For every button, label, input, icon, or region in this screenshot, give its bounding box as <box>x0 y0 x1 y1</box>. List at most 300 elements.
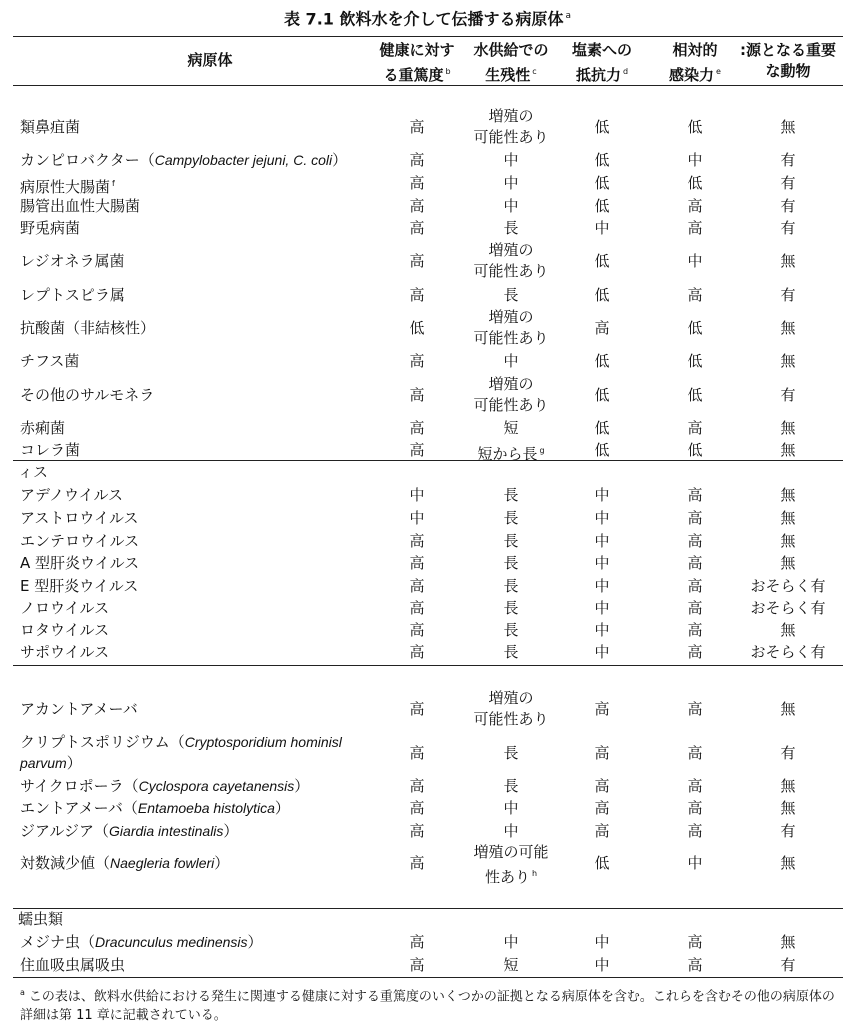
cell-infectivity-line: 高 <box>687 932 703 951</box>
cell-persistence-line: 中 <box>503 798 519 817</box>
cell-infectivity <box>650 598 740 619</box>
cell-resistance <box>562 218 642 239</box>
cell-resistance-line: 低 <box>594 440 610 459</box>
cell-severity <box>372 743 462 764</box>
cell-resistance-line: 中 <box>594 508 610 527</box>
cell-resistance <box>562 642 642 663</box>
cell-resistance <box>562 173 642 194</box>
cell-infectivity-line: 中 <box>687 853 703 872</box>
cell-persistence-line: 可能性あり <box>473 710 549 728</box>
pathogen-scientific-name: Giardia intestinalis <box>109 823 224 839</box>
cell-resistance <box>562 576 642 597</box>
cell-severity-line: 低 <box>409 318 425 337</box>
cell-animal <box>733 285 843 306</box>
cell-resistance-line: 低 <box>594 418 610 437</box>
cell-infectivity-line: 高 <box>687 798 703 817</box>
cell-severity <box>372 318 462 339</box>
column-header-resistance <box>562 40 642 86</box>
cell-resistance-line: 中 <box>594 955 610 974</box>
cell-resistance <box>562 743 642 764</box>
header-bottom-rule <box>13 85 843 86</box>
pathogen-name-text: エンテロウイルス <box>20 532 140 550</box>
pathogen-name-text: ノロウイルス <box>20 599 110 617</box>
cell-persistence-line: 長 <box>503 531 519 550</box>
pathogen-name <box>20 440 400 461</box>
pathogen-scientific-name: Cryptosporidium hominisl <box>184 734 342 750</box>
pathogen-name <box>20 218 400 239</box>
pathogen-scientific-name: Campylobacter jejuni, C. coli <box>154 152 333 168</box>
cell-infectivity <box>650 196 740 217</box>
cell-persistence-line: 中 <box>503 173 519 192</box>
cell-animal-line: 無 <box>780 251 796 270</box>
pathogen-name <box>20 553 400 574</box>
pathogen-name-close: ） <box>66 754 82 772</box>
cell-animal-line: 有 <box>780 150 796 169</box>
cell-severity-line: 高 <box>409 576 425 595</box>
cell-persistence-line: 増殖の <box>488 375 534 393</box>
cell-infectivity-line: 低 <box>687 173 703 192</box>
cell-animal-line: 有 <box>780 173 796 192</box>
cell-infectivity <box>650 385 740 406</box>
cell-animal-line: 無 <box>780 318 796 337</box>
cell-animal <box>733 150 843 171</box>
cell-infectivity <box>650 932 740 953</box>
pathogen-name-text: 赤痢菌 <box>20 419 66 437</box>
cell-persistence <box>466 531 556 552</box>
cell-severity-line: 高 <box>409 798 425 817</box>
cell-resistance-line: 中 <box>594 620 610 639</box>
cell-persistence <box>466 576 556 597</box>
cell-animal <box>733 531 843 552</box>
cell-infectivity <box>650 776 740 797</box>
cell-resistance <box>562 853 642 874</box>
cell-resistance <box>562 385 642 406</box>
cell-persistence <box>466 553 556 574</box>
cell-animal <box>733 218 843 239</box>
cell-infectivity-line: 高 <box>687 485 703 504</box>
cell-persistence-line: 長 <box>503 743 519 762</box>
column-header-infectivity-note: e <box>716 67 721 76</box>
cell-animal-line: 有 <box>780 218 796 237</box>
cell-infectivity-line: 高 <box>687 776 703 795</box>
column-header-pathogen <box>110 50 310 71</box>
cell-persistence-line: 中 <box>503 351 519 370</box>
pathogen-name-text: その他のサルモネラ <box>20 386 155 404</box>
cell-animal <box>733 798 843 819</box>
cell-severity-line: 高 <box>409 218 425 237</box>
cell-persistence-line: 長 <box>503 576 519 595</box>
cell-resistance <box>562 196 642 217</box>
cell-resistance-line: 低 <box>594 853 610 872</box>
cell-infectivity <box>650 251 740 272</box>
cell-persistence <box>466 351 556 372</box>
cell-resistance <box>562 776 642 797</box>
cell-infectivity-line: 低 <box>687 117 703 136</box>
cell-resistance <box>562 318 642 339</box>
cell-resistance-line: 高 <box>594 318 610 337</box>
cell-infectivity-line: 高 <box>687 218 703 237</box>
header-top-rule <box>13 36 843 37</box>
cell-animal-line: 無 <box>780 620 796 639</box>
cell-infectivity <box>650 798 740 819</box>
cell-persistence-line: 短 <box>503 955 519 974</box>
cell-severity-line: 高 <box>409 553 425 572</box>
pathogen-name-text: カンピロバクター（ <box>20 151 155 169</box>
column-header-pathogen-label: 病原体 <box>187 51 233 69</box>
cell-animal <box>733 576 843 597</box>
cell-severity <box>372 776 462 797</box>
pathogen-name <box>20 150 400 171</box>
cell-severity-line: 高 <box>409 955 425 974</box>
cell-infectivity-line: 高 <box>687 642 703 661</box>
cell-animal <box>733 776 843 797</box>
cell-severity-line: 高 <box>409 117 425 136</box>
cell-persistence <box>466 173 556 194</box>
pathogen-name <box>20 385 400 406</box>
section-rule <box>13 665 843 666</box>
pathogen-name <box>20 598 400 619</box>
cell-resistance-line: 低 <box>594 251 610 270</box>
cell-infectivity <box>650 853 740 874</box>
cell-persistence-line: 長 <box>503 508 519 527</box>
cell-infectivity-line: 高 <box>687 553 703 572</box>
cell-severity <box>372 440 462 461</box>
cell-infectivity-line: 低 <box>687 385 703 404</box>
cell-severity <box>372 553 462 574</box>
cell-persistence-line: 長 <box>503 553 519 572</box>
cell-severity <box>372 418 462 439</box>
cell-severity-line: 高 <box>409 642 425 661</box>
cell-resistance <box>562 117 642 138</box>
cell-infectivity <box>650 955 740 976</box>
cell-resistance <box>562 418 642 439</box>
cell-persistence <box>466 150 556 171</box>
cell-resistance-line: 中 <box>594 531 610 550</box>
cell-resistance <box>562 150 642 171</box>
cell-resistance <box>562 508 642 529</box>
cell-animal-line: 無 <box>780 508 796 527</box>
pathogen-name-text: 住血吸虫属吸虫 <box>20 956 126 974</box>
pathogen-name <box>20 318 400 339</box>
cell-severity <box>372 955 462 976</box>
cell-animal-line: 無 <box>780 699 796 718</box>
cell-infectivity-line: 低 <box>687 440 703 459</box>
section-rule <box>13 460 843 461</box>
pathogen-name-text: メジナ虫（ <box>20 933 96 951</box>
pathogen-name-text: ジアルジア（ <box>20 822 110 840</box>
cell-persistence-line: 長 <box>503 598 519 617</box>
cell-severity <box>372 642 462 663</box>
cell-animal-line: おそらく有 <box>750 598 826 617</box>
cell-resistance <box>562 440 642 461</box>
cell-resistance-line: 低 <box>594 385 610 404</box>
cell-resistance <box>562 251 642 272</box>
cell-severity <box>372 150 462 171</box>
cell-severity-line: 高 <box>409 932 425 951</box>
pathogen-name-text: A 型肝炎ウイルス <box>20 554 140 572</box>
cell-infectivity-line: 高 <box>687 531 703 550</box>
pathogen-name-text: 病原性大腸菌 <box>20 178 111 196</box>
cell-severity-line: 高 <box>409 821 425 840</box>
cell-resistance-line: 低 <box>594 285 610 304</box>
cell-infectivity-line: 低 <box>687 351 703 370</box>
cell-persistence <box>466 106 556 148</box>
footnote-text: この表は、飲料水供給における発生に関連する健康に対する重篤度のいくつかの証拠となる病原体を含む。これらを含むその他の病原体の詳細は第 11 章に記載されている。 <box>20 989 835 1024</box>
pathogen-scientific-name: Entamoeba histolytica <box>137 800 275 816</box>
cell-persistence <box>466 842 556 888</box>
column-header-resistance-note: d <box>622 67 629 76</box>
pathogen-name <box>20 642 400 663</box>
cell-persistence <box>466 932 556 953</box>
cell-resistance <box>562 955 642 976</box>
pathogen-name-text: サポウイルス <box>20 643 110 661</box>
cell-severity-line: 高 <box>409 598 425 617</box>
cell-severity <box>372 173 462 194</box>
cell-animal <box>733 508 843 529</box>
pathogen-name <box>20 485 400 506</box>
cell-persistence-line: 長 <box>503 620 519 639</box>
cell-resistance-line: 低 <box>594 351 610 370</box>
pathogen-name <box>20 251 400 272</box>
pathogen-name <box>20 955 400 976</box>
pathogen-name <box>20 932 400 953</box>
cell-infectivity <box>650 418 740 439</box>
column-header-persistence-line1: 水供給での <box>473 41 549 59</box>
pathogen-name <box>20 853 400 874</box>
cell-persistence-line: 中 <box>503 196 519 215</box>
cell-resistance <box>562 699 642 720</box>
cell-animal <box>733 351 843 372</box>
cell-severity <box>372 285 462 306</box>
cell-persistence-line: 中 <box>503 821 519 840</box>
cell-animal <box>733 955 843 976</box>
cell-animal-line: 有 <box>780 385 796 404</box>
cell-severity <box>372 385 462 406</box>
cell-infectivity-line: 高 <box>687 576 703 595</box>
cell-persistence-line: 可能性あり <box>473 262 549 280</box>
cell-resistance <box>562 485 642 506</box>
cell-animal-line: 無 <box>780 485 796 504</box>
cell-infectivity <box>650 173 740 194</box>
cell-persistence-line: 長 <box>503 485 519 504</box>
column-header-persistence-line2: 生残性 <box>485 66 531 84</box>
cell-resistance-line: 低 <box>594 117 610 136</box>
cell-resistance <box>562 285 642 306</box>
pathogen-name-text: 腸管出血性大腸菌 <box>20 197 141 215</box>
column-header-severity-note: b <box>445 67 451 76</box>
cell-severity-line: 高 <box>409 699 425 718</box>
pathogen-name-text: アストロウイルス <box>20 509 139 527</box>
cell-animal-line: 有 <box>780 821 796 840</box>
pathogen-name-close: ） <box>274 799 290 817</box>
cell-severity-line: 高 <box>409 351 425 370</box>
cell-infectivity <box>650 351 740 372</box>
cell-persistence-line: 増殖の <box>488 308 534 326</box>
pathogen-scientific-name: Naegleria fowleri <box>110 855 215 871</box>
column-header-animal-line2: な動物 <box>765 62 811 80</box>
cell-resistance-line: 低 <box>594 173 610 192</box>
column-header-severity-line2: る重篤度 <box>383 66 444 84</box>
cell-infectivity <box>650 531 740 552</box>
pathogen-scientific-name-cont: parvum <box>20 755 67 771</box>
cell-persistence-line: 長 <box>503 285 519 304</box>
pathogen-name-text: アデノウイルス <box>20 486 124 504</box>
cell-infectivity-line: 高 <box>687 955 703 974</box>
cell-severity <box>372 531 462 552</box>
cell-animal <box>733 173 843 194</box>
footnote-mark: a <box>20 988 25 997</box>
cell-persistence-line: 中 <box>503 150 519 169</box>
cell-persistence-line: 性あり $^h$ <box>484 868 538 886</box>
cell-resistance-line: 中 <box>594 553 610 572</box>
cell-severity <box>372 932 462 953</box>
pathogen-name <box>20 173 400 198</box>
cell-persistence-line: 短 <box>503 418 519 437</box>
cell-persistence-line: 短から長 $^g$ <box>477 444 545 463</box>
cell-persistence-line: 長 <box>503 776 519 795</box>
column-header-resistance-line2: 抵抗力 <box>575 66 621 84</box>
cell-infectivity-line: 高 <box>687 821 703 840</box>
pathogen-name-text: ロタウイルス <box>20 621 110 639</box>
cell-severity-line: 高 <box>409 418 425 437</box>
cell-infectivity-line: 低 <box>687 318 703 337</box>
table-bottom-rule <box>13 977 843 978</box>
cell-infectivity <box>650 218 740 239</box>
cell-severity <box>372 798 462 819</box>
cell-infectivity-line: 中 <box>687 251 703 270</box>
cell-animal-line: 無 <box>780 553 796 572</box>
pathogen-name <box>20 418 400 439</box>
cell-persistence <box>466 374 556 416</box>
cell-infectivity <box>650 699 740 720</box>
pathogen-name <box>20 732 400 774</box>
cell-resistance-line: 低 <box>594 196 610 215</box>
cell-resistance-line: 中 <box>594 598 610 617</box>
cell-resistance-line: 中 <box>594 576 610 595</box>
cell-severity <box>372 196 462 217</box>
column-header-resistance-line1: 塩素への <box>571 41 632 59</box>
cell-animal <box>733 251 843 272</box>
pathogen-name-text: サイクロポーラ（ <box>20 777 139 795</box>
footnote <box>20 983 835 1025</box>
cell-infectivity <box>650 743 740 764</box>
cell-animal-line: 有 <box>780 955 796 974</box>
cell-animal-line: 有 <box>780 196 796 215</box>
pathogen-name <box>20 620 400 641</box>
cell-animal-line: 無 <box>780 853 796 872</box>
cell-infectivity <box>650 485 740 506</box>
cell-infectivity <box>650 821 740 842</box>
pathogen-name-close: ） <box>223 822 239 840</box>
cell-severity-line: 高 <box>409 440 425 459</box>
cell-severity <box>372 620 462 641</box>
section-rule <box>13 908 843 909</box>
pathogen-name-text: E 型肝炎ウイルス <box>20 577 139 595</box>
cell-severity-line: 高 <box>409 173 425 192</box>
cell-severity <box>372 251 462 272</box>
cell-persistence <box>466 418 556 439</box>
cell-persistence <box>466 598 556 619</box>
cell-persistence-line: 可能性あり <box>473 128 549 146</box>
cell-animal-line: おそらく有 <box>750 642 826 661</box>
cell-severity <box>372 485 462 506</box>
cell-resistance <box>562 620 642 641</box>
cell-infectivity-line: 高 <box>687 620 703 639</box>
pathogen-name-text: 野兎病菌 <box>20 219 81 237</box>
cell-animal-line: 有 <box>780 285 796 304</box>
cell-persistence-line: 可能性あり <box>473 396 549 414</box>
pathogen-name-text: レプトスピラ属 <box>20 286 125 304</box>
cell-persistence-line: 長 <box>503 218 519 237</box>
cell-persistence <box>466 776 556 797</box>
pathogen-name <box>20 798 400 819</box>
cell-resistance-line: 低 <box>594 150 610 169</box>
cell-infectivity <box>650 117 740 138</box>
cell-resistance-line: 高 <box>594 798 610 817</box>
cell-resistance-line: 中 <box>594 932 610 951</box>
cell-persistence <box>466 218 556 239</box>
cell-animal <box>733 620 843 641</box>
cell-persistence <box>466 620 556 641</box>
pathogen-name <box>20 117 400 138</box>
cell-animal-line: 無 <box>780 117 796 136</box>
cell-persistence <box>466 508 556 529</box>
column-header-animal <box>733 40 843 82</box>
cell-animal <box>733 418 843 439</box>
cell-resistance <box>562 553 642 574</box>
cell-severity <box>372 351 462 372</box>
cell-severity <box>372 508 462 529</box>
cell-infectivity <box>650 285 740 306</box>
cell-resistance-line: 高 <box>594 743 610 762</box>
cell-infectivity-line: 高 <box>687 418 703 437</box>
column-header-persistence-note: c <box>532 67 537 76</box>
cell-animal <box>733 385 843 406</box>
cell-persistence-line: 長 <box>503 642 519 661</box>
pathogen-name-text: アカントアメーバ <box>20 700 138 718</box>
cell-resistance-line: 高 <box>594 699 610 718</box>
cell-persistence <box>466 485 556 506</box>
cell-animal-line: 無 <box>780 351 796 370</box>
cell-resistance-line: 高 <box>594 776 610 795</box>
cell-animal-line: おそらく有 <box>750 576 826 595</box>
cell-infectivity <box>650 553 740 574</box>
cell-severity <box>372 821 462 842</box>
cell-resistance-line: 高 <box>594 821 610 840</box>
cell-persistence-line: 増殖の <box>488 107 534 125</box>
cell-resistance-line: 中 <box>594 218 610 237</box>
cell-animal <box>733 699 843 720</box>
pathogen-note: f <box>112 179 115 188</box>
cell-persistence <box>466 196 556 217</box>
cell-infectivity-line: 高 <box>687 508 703 527</box>
section-heading: 蠕虫類 <box>18 910 64 928</box>
cell-animal-line: 無 <box>780 776 796 795</box>
cell-infectivity <box>650 150 740 171</box>
cell-severity-line: 高 <box>409 620 425 639</box>
cell-resistance <box>562 798 642 819</box>
pathogen-name <box>20 699 400 720</box>
cell-infectivity <box>650 508 740 529</box>
title-text: 表 7.1 飲料水を介して伝播する病原体 <box>283 9 564 29</box>
cell-persistence <box>466 955 556 976</box>
cell-animal <box>733 821 843 842</box>
cell-persistence <box>466 688 556 730</box>
cell-severity <box>372 117 462 138</box>
cell-severity-line: 高 <box>409 251 425 270</box>
pathogen-name-text: 対数減少値（ <box>20 854 111 872</box>
cell-persistence <box>466 798 556 819</box>
